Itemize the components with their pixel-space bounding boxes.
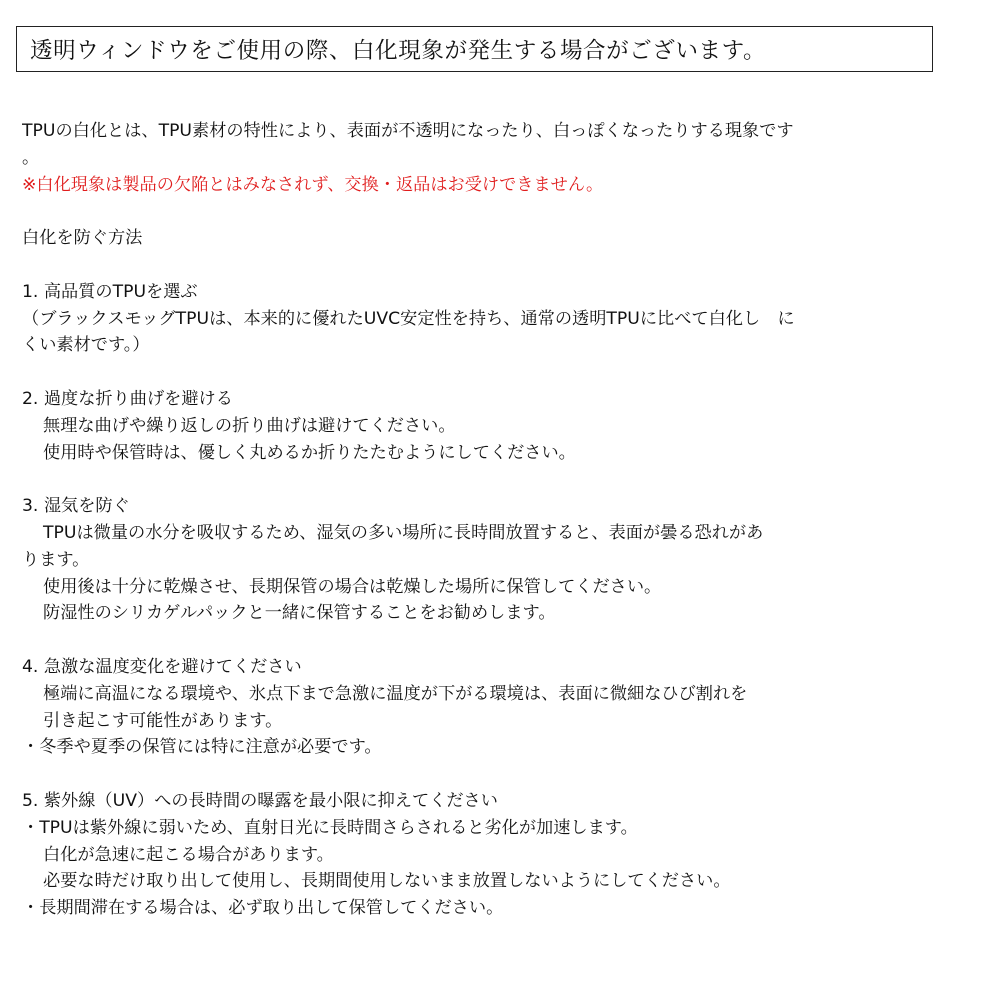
section-3-line: TPUは微量の水分を吸収するため、湿気の多い場所に長時間放置すると、表面が曇る恐れがあ [43, 522, 764, 543]
section-1-line: （ブラックスモッグTPUは、本来的に優れたUVC安定性を持ち、通常の透明TPUに比べて白化し に [22, 308, 795, 329]
section-5-bullet: ・長期間滞在する場合は、必ず取り出して保管してください。 [22, 898, 504, 919]
spacer [22, 466, 982, 493]
section-3-line: ります。 [22, 549, 90, 570]
section-4-line: 極端に高温になる環境や、氷点下まで急激に温度が下がる環境は、表面に微細なひび割れを [43, 683, 748, 704]
section-5-line: 白化が急速に起こる場合があります。 [43, 844, 334, 865]
section-5-heading: 5. 紫外線（UV）への長時間の曝露を最小限に抑えてください [22, 790, 498, 811]
section-3-heading: 3. 湿気を防ぐ [22, 496, 130, 517]
intro-line: TPUの白化とは、TPU素材の特性により、表面が不透明になったり、白っぽくなったりする現象です [22, 121, 794, 141]
warning-notice: ※白化現象は製品の欠陥とはみなされず、交換・返品はお受けできません。 [22, 174, 604, 195]
section-5-line: 必要な時だけ取り出して使用し、長期間使用しないまま放置しないようにしてください。 [43, 871, 731, 892]
page-title: 透明ウィンドウをご使用の際、白化現象が発生する場合がございます。 [16, 26, 933, 72]
spacer [22, 359, 982, 386]
section-5-bullet: ・TPUは紫外線に弱いため、直射日光に長時間さらされると劣化が加速します。 [22, 817, 638, 838]
section-3-line: 防湿性のシリカゲルパックと一緒に保管することをお勧めします。 [43, 603, 556, 624]
document-body [22, 118, 982, 922]
spacer [22, 761, 982, 788]
section-1-heading: 1. 高品質のTPUを選ぶ [22, 281, 198, 302]
section-2-line: 使用時や保管時は、優しく丸めるか折りたたむようにしてください。 [43, 442, 576, 463]
section-1-line: くい素材です。） [22, 335, 150, 356]
section-2-heading: 2. 過度な折り曲げを避ける [22, 388, 233, 409]
section-3-line: 使用後は十分に乾燥させ、長期保管の場合は乾燥した場所に保管してください。 [43, 576, 662, 597]
section-4-heading: 4. 急激な温度変化を避けてください [22, 656, 302, 677]
section-2-line: 無理な曲げや繰り返しの折り曲げは避けてください。 [43, 415, 456, 436]
spacer [22, 627, 982, 654]
spacer [22, 198, 982, 225]
prevention-heading: 白化を防ぐ方法 [22, 228, 143, 249]
spacer [22, 252, 982, 279]
section-4-bullet: ・冬季や夏季の保管には特に注意が必要です。 [22, 737, 382, 758]
intro-line-continued: 。 [22, 147, 40, 168]
section-4-line: 引き起こす可能性があります。 [43, 710, 283, 731]
